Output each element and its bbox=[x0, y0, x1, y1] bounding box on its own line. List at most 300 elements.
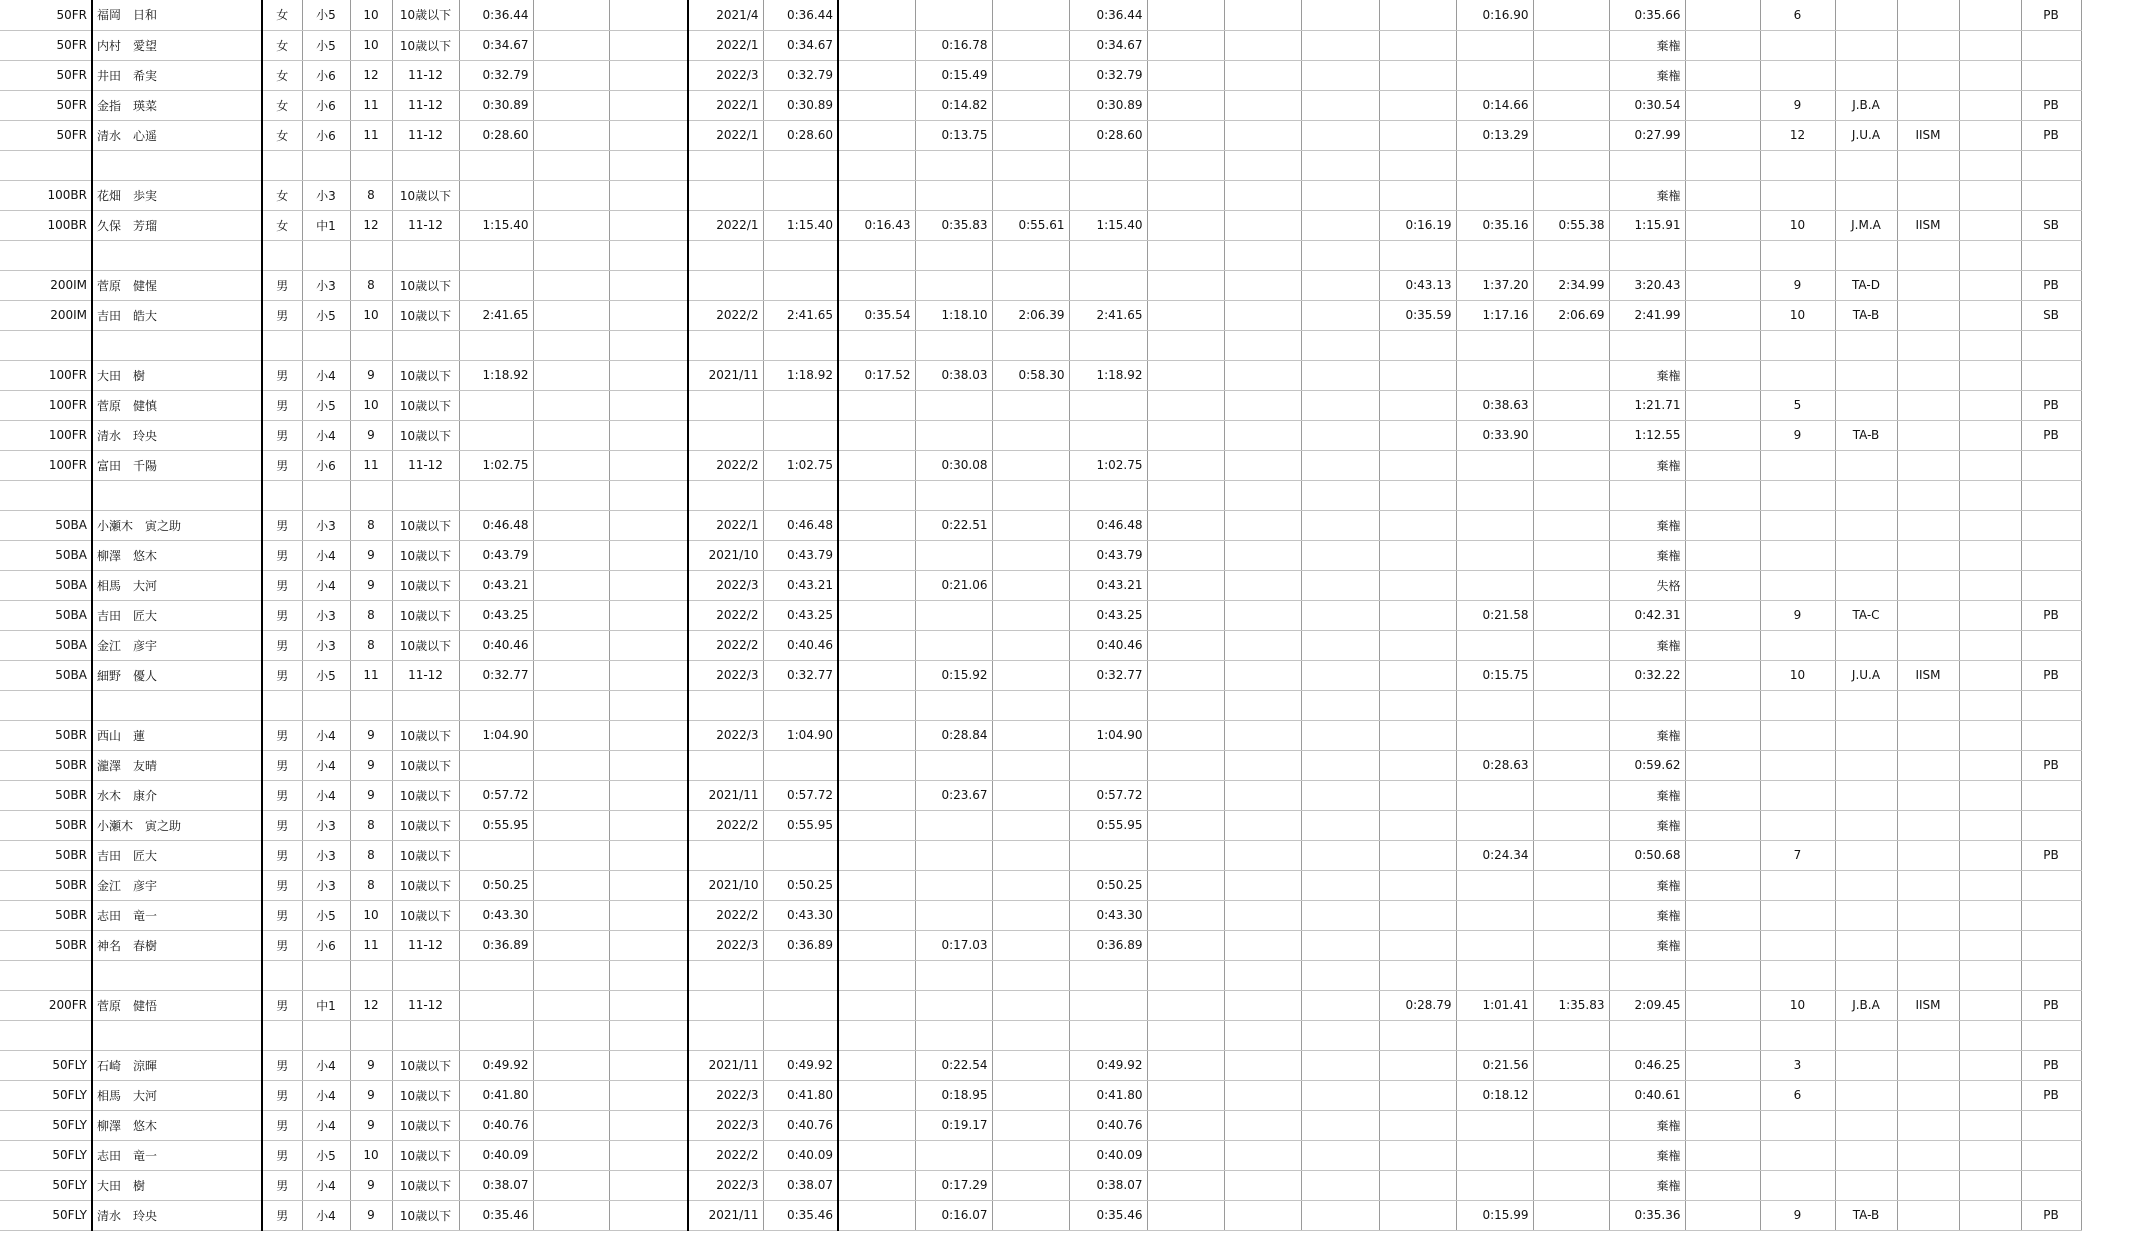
cell-name[interactable]: 清水 心遥 bbox=[92, 120, 262, 150]
cell-blank-a[interactable] bbox=[533, 150, 609, 180]
cell-rank[interactable] bbox=[1760, 510, 1835, 540]
cell-split-150-a[interactable] bbox=[992, 810, 1069, 840]
cell-result[interactable]: 0:27.99 bbox=[1609, 120, 1685, 150]
cell-blank-f[interactable] bbox=[1685, 660, 1760, 690]
cell-name[interactable]: 金江 彦宇 bbox=[92, 870, 262, 900]
cell-split-50-a[interactable] bbox=[838, 330, 915, 360]
cell-split-50-a[interactable] bbox=[838, 570, 915, 600]
cell-blank-g[interactable] bbox=[1959, 1050, 2021, 1080]
cell-blank-b[interactable] bbox=[609, 540, 688, 570]
cell-name[interactable]: 柳澤 悠木 bbox=[92, 1110, 262, 1140]
cell-split-50[interactable] bbox=[1379, 960, 1456, 990]
cell-entry-time[interactable] bbox=[459, 240, 533, 270]
cell-blank-f[interactable] bbox=[1685, 30, 1760, 60]
cell-name[interactable]: 細野 優人 bbox=[92, 660, 262, 690]
cell-name[interactable]: 西山 蓮 bbox=[92, 720, 262, 750]
cell-final-a[interactable]: 0:34.67 bbox=[1069, 30, 1147, 60]
cell-blank-b[interactable] bbox=[609, 180, 688, 210]
cell-grade[interactable]: 小5 bbox=[302, 390, 350, 420]
cell-best-time[interactable]: 0:43.30 bbox=[763, 900, 838, 930]
cell-grade[interactable]: 小5 bbox=[302, 660, 350, 690]
cell-split-100[interactable]: 0:15.75 bbox=[1456, 660, 1533, 690]
cell-blank-e[interactable] bbox=[1301, 120, 1379, 150]
cell-blank-e[interactable] bbox=[1301, 330, 1379, 360]
cell-split-100[interactable]: 0:16.90 bbox=[1456, 0, 1533, 30]
cell-event[interactable]: 200IM bbox=[0, 270, 92, 300]
cell-split-50[interactable] bbox=[1379, 60, 1456, 90]
cell-group[interactable] bbox=[1835, 450, 1897, 480]
cell-entry-time[interactable] bbox=[459, 420, 533, 450]
cell-pb[interactable] bbox=[2021, 510, 2081, 540]
cell-group[interactable] bbox=[1835, 150, 1897, 180]
cell-final-a[interactable] bbox=[1069, 990, 1147, 1020]
cell-split-50-a[interactable] bbox=[838, 930, 915, 960]
cell-event[interactable]: 50FR bbox=[0, 60, 92, 90]
cell-blank-e[interactable] bbox=[1301, 60, 1379, 90]
cell-blank-a[interactable] bbox=[533, 1170, 609, 1200]
cell-age[interactable]: 9 bbox=[350, 780, 392, 810]
cell-split-100[interactable]: 0:21.58 bbox=[1456, 600, 1533, 630]
cell-blank-g[interactable] bbox=[1959, 840, 2021, 870]
cell-split-150-a[interactable] bbox=[992, 1080, 1069, 1110]
cell-blank-c[interactable] bbox=[1147, 150, 1224, 180]
cell-blank-e[interactable] bbox=[1301, 840, 1379, 870]
cell-blank-c[interactable] bbox=[1147, 1110, 1224, 1140]
cell-rank[interactable] bbox=[1760, 150, 1835, 180]
cell-split-50[interactable] bbox=[1379, 660, 1456, 690]
cell-best-time[interactable]: 0:36.89 bbox=[763, 930, 838, 960]
cell-sex[interactable]: 女 bbox=[262, 90, 302, 120]
cell-result[interactable] bbox=[1609, 480, 1685, 510]
cell-note[interactable] bbox=[1897, 360, 1959, 390]
cell-entry-time[interactable]: 1:04.90 bbox=[459, 720, 533, 750]
cell-split-100[interactable]: 0:38.63 bbox=[1456, 390, 1533, 420]
cell-best-date[interactable] bbox=[688, 420, 763, 450]
cell-split-150-a[interactable] bbox=[992, 990, 1069, 1020]
cell-pb[interactable] bbox=[2021, 960, 2081, 990]
cell-split-150[interactable] bbox=[1533, 30, 1609, 60]
cell-blank-d[interactable] bbox=[1224, 1140, 1301, 1170]
cell-split-50-a[interactable] bbox=[838, 60, 915, 90]
cell-best-time[interactable] bbox=[763, 990, 838, 1020]
cell-blank-f[interactable] bbox=[1685, 1050, 1760, 1080]
cell-blank-f[interactable] bbox=[1685, 990, 1760, 1020]
cell-split-100[interactable] bbox=[1456, 1140, 1533, 1170]
cell-blank-a[interactable] bbox=[533, 390, 609, 420]
cell-blank-b[interactable] bbox=[609, 240, 688, 270]
cell-result[interactable]: 棄権 bbox=[1609, 630, 1685, 660]
cell-blank-d[interactable] bbox=[1224, 660, 1301, 690]
cell-blank-c[interactable] bbox=[1147, 390, 1224, 420]
cell-event[interactable] bbox=[0, 690, 92, 720]
cell-split-100-a[interactable]: 0:17.29 bbox=[915, 1170, 992, 1200]
cell-best-date[interactable] bbox=[688, 840, 763, 870]
cell-split-100[interactable]: 0:33.90 bbox=[1456, 420, 1533, 450]
cell-event[interactable]: 50FR bbox=[0, 90, 92, 120]
cell-grade[interactable]: 小4 bbox=[302, 540, 350, 570]
cell-split-100[interactable] bbox=[1456, 870, 1533, 900]
cell-event[interactable]: 50BA bbox=[0, 600, 92, 630]
cell-group[interactable] bbox=[1835, 510, 1897, 540]
cell-blank-a[interactable] bbox=[533, 630, 609, 660]
cell-blank-e[interactable] bbox=[1301, 660, 1379, 690]
cell-entry-time[interactable] bbox=[459, 330, 533, 360]
cell-best-time[interactable]: 0:28.60 bbox=[763, 120, 838, 150]
cell-best-date[interactable]: 2022/2 bbox=[688, 630, 763, 660]
cell-age[interactable]: 9 bbox=[350, 540, 392, 570]
cell-best-time[interactable] bbox=[763, 180, 838, 210]
cell-group[interactable] bbox=[1835, 0, 1897, 30]
cell-best-date[interactable]: 2021/11 bbox=[688, 360, 763, 390]
cell-note[interactable] bbox=[1897, 1050, 1959, 1080]
cell-best-time[interactable]: 0:32.79 bbox=[763, 60, 838, 90]
cell-group[interactable]: J.U.A bbox=[1835, 120, 1897, 150]
cell-age-group[interactable]: 10歳以下 bbox=[392, 870, 459, 900]
cell-entry-time[interactable]: 0:50.25 bbox=[459, 870, 533, 900]
cell-blank-e[interactable] bbox=[1301, 0, 1379, 30]
cell-blank-b[interactable] bbox=[609, 210, 688, 240]
cell-split-50[interactable] bbox=[1379, 90, 1456, 120]
cell-split-50-a[interactable] bbox=[838, 0, 915, 30]
cell-blank-a[interactable] bbox=[533, 870, 609, 900]
cell-split-50[interactable] bbox=[1379, 390, 1456, 420]
cell-best-date[interactable] bbox=[688, 960, 763, 990]
cell-grade[interactable]: 小4 bbox=[302, 1200, 350, 1230]
cell-group[interactable] bbox=[1835, 750, 1897, 780]
cell-split-100[interactable] bbox=[1456, 240, 1533, 270]
cell-group[interactable] bbox=[1835, 1170, 1897, 1200]
cell-split-150[interactable] bbox=[1533, 330, 1609, 360]
cell-result[interactable] bbox=[1609, 240, 1685, 270]
cell-split-50-a[interactable] bbox=[838, 180, 915, 210]
cell-split-100[interactable] bbox=[1456, 360, 1533, 390]
cell-event[interactable]: 50FR bbox=[0, 120, 92, 150]
cell-name[interactable] bbox=[92, 150, 262, 180]
cell-split-100[interactable]: 0:35.16 bbox=[1456, 210, 1533, 240]
cell-blank-d[interactable] bbox=[1224, 120, 1301, 150]
cell-age-group[interactable]: 10歳以下 bbox=[392, 540, 459, 570]
cell-blank-b[interactable] bbox=[609, 420, 688, 450]
cell-blank-f[interactable] bbox=[1685, 900, 1760, 930]
cell-blank-e[interactable] bbox=[1301, 810, 1379, 840]
cell-final-a[interactable]: 0:36.44 bbox=[1069, 0, 1147, 30]
cell-pb[interactable] bbox=[2021, 570, 2081, 600]
cell-split-150[interactable] bbox=[1533, 390, 1609, 420]
cell-best-date[interactable] bbox=[688, 240, 763, 270]
cell-group[interactable] bbox=[1835, 480, 1897, 510]
cell-best-date[interactable]: 2021/11 bbox=[688, 1200, 763, 1230]
cell-entry-time[interactable] bbox=[459, 1020, 533, 1050]
cell-sex[interactable] bbox=[262, 1020, 302, 1050]
cell-split-150[interactable] bbox=[1533, 840, 1609, 870]
cell-grade[interactable] bbox=[302, 480, 350, 510]
cell-note[interactable] bbox=[1897, 330, 1959, 360]
cell-age-group[interactable]: 10歳以下 bbox=[392, 1110, 459, 1140]
cell-blank-d[interactable] bbox=[1224, 1080, 1301, 1110]
cell-result[interactable] bbox=[1609, 690, 1685, 720]
cell-best-date[interactable]: 2022/1 bbox=[688, 210, 763, 240]
cell-final-a[interactable]: 1:18.92 bbox=[1069, 360, 1147, 390]
cell-split-50-a[interactable] bbox=[838, 390, 915, 420]
cell-blank-d[interactable] bbox=[1224, 810, 1301, 840]
cell-best-date[interactable]: 2022/3 bbox=[688, 1170, 763, 1200]
cell-age[interactable]: 8 bbox=[350, 630, 392, 660]
cell-split-100-a[interactable] bbox=[915, 180, 992, 210]
cell-split-150-a[interactable] bbox=[992, 480, 1069, 510]
cell-sex[interactable]: 男 bbox=[262, 810, 302, 840]
cell-result[interactable]: 2:41.99 bbox=[1609, 300, 1685, 330]
cell-age-group[interactable]: 10歳以下 bbox=[392, 1170, 459, 1200]
cell-blank-b[interactable] bbox=[609, 90, 688, 120]
cell-blank-a[interactable] bbox=[533, 900, 609, 930]
cell-split-100-a[interactable] bbox=[915, 1140, 992, 1170]
cell-blank-f[interactable] bbox=[1685, 1080, 1760, 1110]
cell-note[interactable] bbox=[1897, 90, 1959, 120]
cell-split-50-a[interactable]: 0:17.52 bbox=[838, 360, 915, 390]
cell-split-150[interactable] bbox=[1533, 870, 1609, 900]
cell-split-150-a[interactable] bbox=[992, 30, 1069, 60]
cell-blank-e[interactable] bbox=[1301, 1200, 1379, 1230]
cell-grade[interactable]: 小3 bbox=[302, 840, 350, 870]
cell-note[interactable] bbox=[1897, 510, 1959, 540]
cell-grade[interactable]: 小3 bbox=[302, 180, 350, 210]
cell-blank-g[interactable] bbox=[1959, 510, 2021, 540]
cell-entry-time[interactable]: 0:49.92 bbox=[459, 1050, 533, 1080]
cell-best-time[interactable]: 0:57.72 bbox=[763, 780, 838, 810]
cell-split-50[interactable] bbox=[1379, 450, 1456, 480]
cell-blank-d[interactable] bbox=[1224, 870, 1301, 900]
cell-sex[interactable]: 男 bbox=[262, 780, 302, 810]
cell-group[interactable] bbox=[1835, 810, 1897, 840]
cell-sex[interactable]: 男 bbox=[262, 390, 302, 420]
cell-rank[interactable] bbox=[1760, 1140, 1835, 1170]
cell-result[interactable]: 3:20.43 bbox=[1609, 270, 1685, 300]
cell-blank-a[interactable] bbox=[533, 240, 609, 270]
cell-entry-time[interactable]: 0:55.95 bbox=[459, 810, 533, 840]
cell-blank-a[interactable] bbox=[533, 720, 609, 750]
cell-name[interactable]: 相馬 大河 bbox=[92, 1080, 262, 1110]
cell-split-100[interactable] bbox=[1456, 780, 1533, 810]
cell-age[interactable]: 9 bbox=[350, 1110, 392, 1140]
cell-final-a[interactable] bbox=[1069, 840, 1147, 870]
cell-blank-c[interactable] bbox=[1147, 1050, 1224, 1080]
cell-blank-a[interactable] bbox=[533, 450, 609, 480]
cell-final-a[interactable]: 1:04.90 bbox=[1069, 720, 1147, 750]
cell-entry-time[interactable]: 1:18.92 bbox=[459, 360, 533, 390]
cell-final-a[interactable]: 0:57.72 bbox=[1069, 780, 1147, 810]
cell-group[interactable]: J.B.A bbox=[1835, 990, 1897, 1020]
cell-blank-b[interactable] bbox=[609, 960, 688, 990]
cell-age[interactable]: 10 bbox=[350, 1140, 392, 1170]
cell-age[interactable]: 12 bbox=[350, 60, 392, 90]
cell-age-group[interactable]: 10歳以下 bbox=[392, 780, 459, 810]
cell-blank-c[interactable] bbox=[1147, 270, 1224, 300]
cell-pb[interactable] bbox=[2021, 810, 2081, 840]
cell-event[interactable] bbox=[0, 240, 92, 270]
cell-best-date[interactable]: 2022/3 bbox=[688, 570, 763, 600]
cell-blank-d[interactable] bbox=[1224, 960, 1301, 990]
cell-name[interactable]: 柳澤 悠木 bbox=[92, 540, 262, 570]
cell-best-time[interactable]: 1:02.75 bbox=[763, 450, 838, 480]
cell-split-100[interactable]: 0:28.63 bbox=[1456, 750, 1533, 780]
cell-rank[interactable]: 10 bbox=[1760, 990, 1835, 1020]
cell-entry-time[interactable]: 0:30.89 bbox=[459, 90, 533, 120]
cell-best-date[interactable] bbox=[688, 480, 763, 510]
cell-blank-e[interactable] bbox=[1301, 990, 1379, 1020]
cell-blank-e[interactable] bbox=[1301, 210, 1379, 240]
cell-blank-a[interactable] bbox=[533, 90, 609, 120]
cell-split-100-a[interactable] bbox=[915, 0, 992, 30]
cell-event[interactable]: 50BA bbox=[0, 660, 92, 690]
cell-blank-e[interactable] bbox=[1301, 960, 1379, 990]
cell-best-time[interactable]: 0:40.46 bbox=[763, 630, 838, 660]
cell-age[interactable]: 11 bbox=[350, 450, 392, 480]
cell-blank-a[interactable] bbox=[533, 1020, 609, 1050]
cell-blank-f[interactable] bbox=[1685, 630, 1760, 660]
cell-blank-c[interactable] bbox=[1147, 1140, 1224, 1170]
cell-final-a[interactable]: 0:43.79 bbox=[1069, 540, 1147, 570]
cell-split-150-a[interactable] bbox=[992, 1020, 1069, 1050]
cell-blank-f[interactable] bbox=[1685, 1110, 1760, 1140]
cell-blank-c[interactable] bbox=[1147, 180, 1224, 210]
cell-result[interactable] bbox=[1609, 150, 1685, 180]
cell-grade[interactable]: 小3 bbox=[302, 810, 350, 840]
cell-split-100[interactable] bbox=[1456, 510, 1533, 540]
cell-event[interactable]: 100BR bbox=[0, 210, 92, 240]
cell-rank[interactable] bbox=[1760, 900, 1835, 930]
cell-final-a[interactable]: 0:50.25 bbox=[1069, 870, 1147, 900]
cell-note[interactable] bbox=[1897, 870, 1959, 900]
cell-age-group[interactable] bbox=[392, 330, 459, 360]
cell-final-a[interactable]: 0:41.80 bbox=[1069, 1080, 1147, 1110]
cell-split-150[interactable]: 2:06.69 bbox=[1533, 300, 1609, 330]
cell-name[interactable] bbox=[92, 960, 262, 990]
cell-blank-d[interactable] bbox=[1224, 930, 1301, 960]
cell-blank-b[interactable] bbox=[609, 720, 688, 750]
cell-age[interactable]: 9 bbox=[350, 720, 392, 750]
cell-entry-time[interactable]: 0:43.25 bbox=[459, 600, 533, 630]
cell-blank-d[interactable] bbox=[1224, 270, 1301, 300]
cell-best-time[interactable]: 0:36.44 bbox=[763, 0, 838, 30]
cell-blank-d[interactable] bbox=[1224, 840, 1301, 870]
cell-pb[interactable]: PB bbox=[2021, 1080, 2081, 1110]
cell-blank-b[interactable] bbox=[609, 1200, 688, 1230]
cell-split-150-a[interactable] bbox=[992, 690, 1069, 720]
cell-blank-a[interactable] bbox=[533, 1140, 609, 1170]
cell-best-date[interactable]: 2022/3 bbox=[688, 660, 763, 690]
cell-result[interactable]: 0:35.66 bbox=[1609, 0, 1685, 30]
cell-group[interactable] bbox=[1835, 900, 1897, 930]
cell-entry-time[interactable]: 0:32.77 bbox=[459, 660, 533, 690]
cell-split-100-a[interactable]: 0:13.75 bbox=[915, 120, 992, 150]
cell-split-150-a[interactable] bbox=[992, 720, 1069, 750]
cell-blank-g[interactable] bbox=[1959, 780, 2021, 810]
cell-grade[interactable] bbox=[302, 690, 350, 720]
cell-blank-g[interactable] bbox=[1959, 870, 2021, 900]
cell-result[interactable]: 棄権 bbox=[1609, 1110, 1685, 1140]
cell-split-50-a[interactable] bbox=[838, 780, 915, 810]
cell-note[interactable] bbox=[1897, 420, 1959, 450]
cell-blank-a[interactable] bbox=[533, 420, 609, 450]
cell-pb[interactable] bbox=[2021, 480, 2081, 510]
cell-blank-a[interactable] bbox=[533, 1200, 609, 1230]
cell-note[interactable] bbox=[1897, 480, 1959, 510]
cell-grade[interactable]: 小5 bbox=[302, 0, 350, 30]
cell-best-date[interactable] bbox=[688, 180, 763, 210]
cell-best-date[interactable]: 2022/2 bbox=[688, 810, 763, 840]
cell-split-50[interactable] bbox=[1379, 0, 1456, 30]
cell-sex[interactable]: 男 bbox=[262, 870, 302, 900]
cell-blank-c[interactable] bbox=[1147, 870, 1224, 900]
cell-blank-c[interactable] bbox=[1147, 810, 1224, 840]
cell-final-a[interactable]: 0:36.89 bbox=[1069, 930, 1147, 960]
cell-best-date[interactable]: 2022/2 bbox=[688, 450, 763, 480]
cell-best-time[interactable]: 0:34.67 bbox=[763, 30, 838, 60]
cell-blank-e[interactable] bbox=[1301, 1050, 1379, 1080]
cell-blank-a[interactable] bbox=[533, 1110, 609, 1140]
cell-age-group[interactable]: 10歳以下 bbox=[392, 810, 459, 840]
cell-pb[interactable] bbox=[2021, 1110, 2081, 1140]
cell-blank-g[interactable] bbox=[1959, 420, 2021, 450]
cell-split-100-a[interactable] bbox=[915, 420, 992, 450]
cell-age-group[interactable]: 10歳以下 bbox=[392, 840, 459, 870]
cell-split-50-a[interactable] bbox=[838, 840, 915, 870]
cell-name[interactable]: 小瀬木 寅之助 bbox=[92, 810, 262, 840]
cell-split-150-a[interactable]: 2:06.39 bbox=[992, 300, 1069, 330]
cell-split-150[interactable] bbox=[1533, 360, 1609, 390]
cell-blank-d[interactable] bbox=[1224, 630, 1301, 660]
cell-best-date[interactable]: 2021/4 bbox=[688, 0, 763, 30]
cell-split-50-a[interactable] bbox=[838, 450, 915, 480]
cell-split-150-a[interactable] bbox=[992, 960, 1069, 990]
cell-result[interactable]: 2:09.45 bbox=[1609, 990, 1685, 1020]
cell-sex[interactable]: 女 bbox=[262, 210, 302, 240]
cell-blank-c[interactable] bbox=[1147, 1200, 1224, 1230]
cell-blank-b[interactable] bbox=[609, 270, 688, 300]
cell-split-50-a[interactable] bbox=[838, 1170, 915, 1200]
cell-split-150[interactable]: 2:34.99 bbox=[1533, 270, 1609, 300]
cell-blank-g[interactable] bbox=[1959, 1200, 2021, 1230]
cell-best-time[interactable]: 2:41.65 bbox=[763, 300, 838, 330]
cell-blank-g[interactable] bbox=[1959, 1080, 2021, 1110]
cell-blank-a[interactable] bbox=[533, 210, 609, 240]
cell-blank-a[interactable] bbox=[533, 660, 609, 690]
cell-split-50[interactable] bbox=[1379, 870, 1456, 900]
cell-group[interactable] bbox=[1835, 330, 1897, 360]
cell-split-100[interactable] bbox=[1456, 930, 1533, 960]
cell-blank-f[interactable] bbox=[1685, 540, 1760, 570]
cell-age[interactable]: 9 bbox=[350, 1080, 392, 1110]
cell-split-50-a[interactable] bbox=[838, 150, 915, 180]
cell-blank-g[interactable] bbox=[1959, 0, 2021, 30]
cell-split-150-a[interactable] bbox=[992, 150, 1069, 180]
cell-split-150[interactable] bbox=[1533, 960, 1609, 990]
cell-sex[interactable]: 女 bbox=[262, 180, 302, 210]
cell-result[interactable]: 0:35.36 bbox=[1609, 1200, 1685, 1230]
cell-final-a[interactable]: 0:40.76 bbox=[1069, 1110, 1147, 1140]
cell-group[interactable] bbox=[1835, 540, 1897, 570]
cell-split-150-a[interactable] bbox=[992, 630, 1069, 660]
cell-note[interactable] bbox=[1897, 690, 1959, 720]
cell-age-group[interactable]: 10歳以下 bbox=[392, 750, 459, 780]
cell-age-group[interactable]: 10歳以下 bbox=[392, 300, 459, 330]
cell-blank-d[interactable] bbox=[1224, 420, 1301, 450]
cell-name[interactable]: 神名 春樹 bbox=[92, 930, 262, 960]
cell-best-time[interactable] bbox=[763, 690, 838, 720]
cell-blank-a[interactable] bbox=[533, 60, 609, 90]
cell-blank-e[interactable] bbox=[1301, 870, 1379, 900]
cell-blank-c[interactable] bbox=[1147, 540, 1224, 570]
